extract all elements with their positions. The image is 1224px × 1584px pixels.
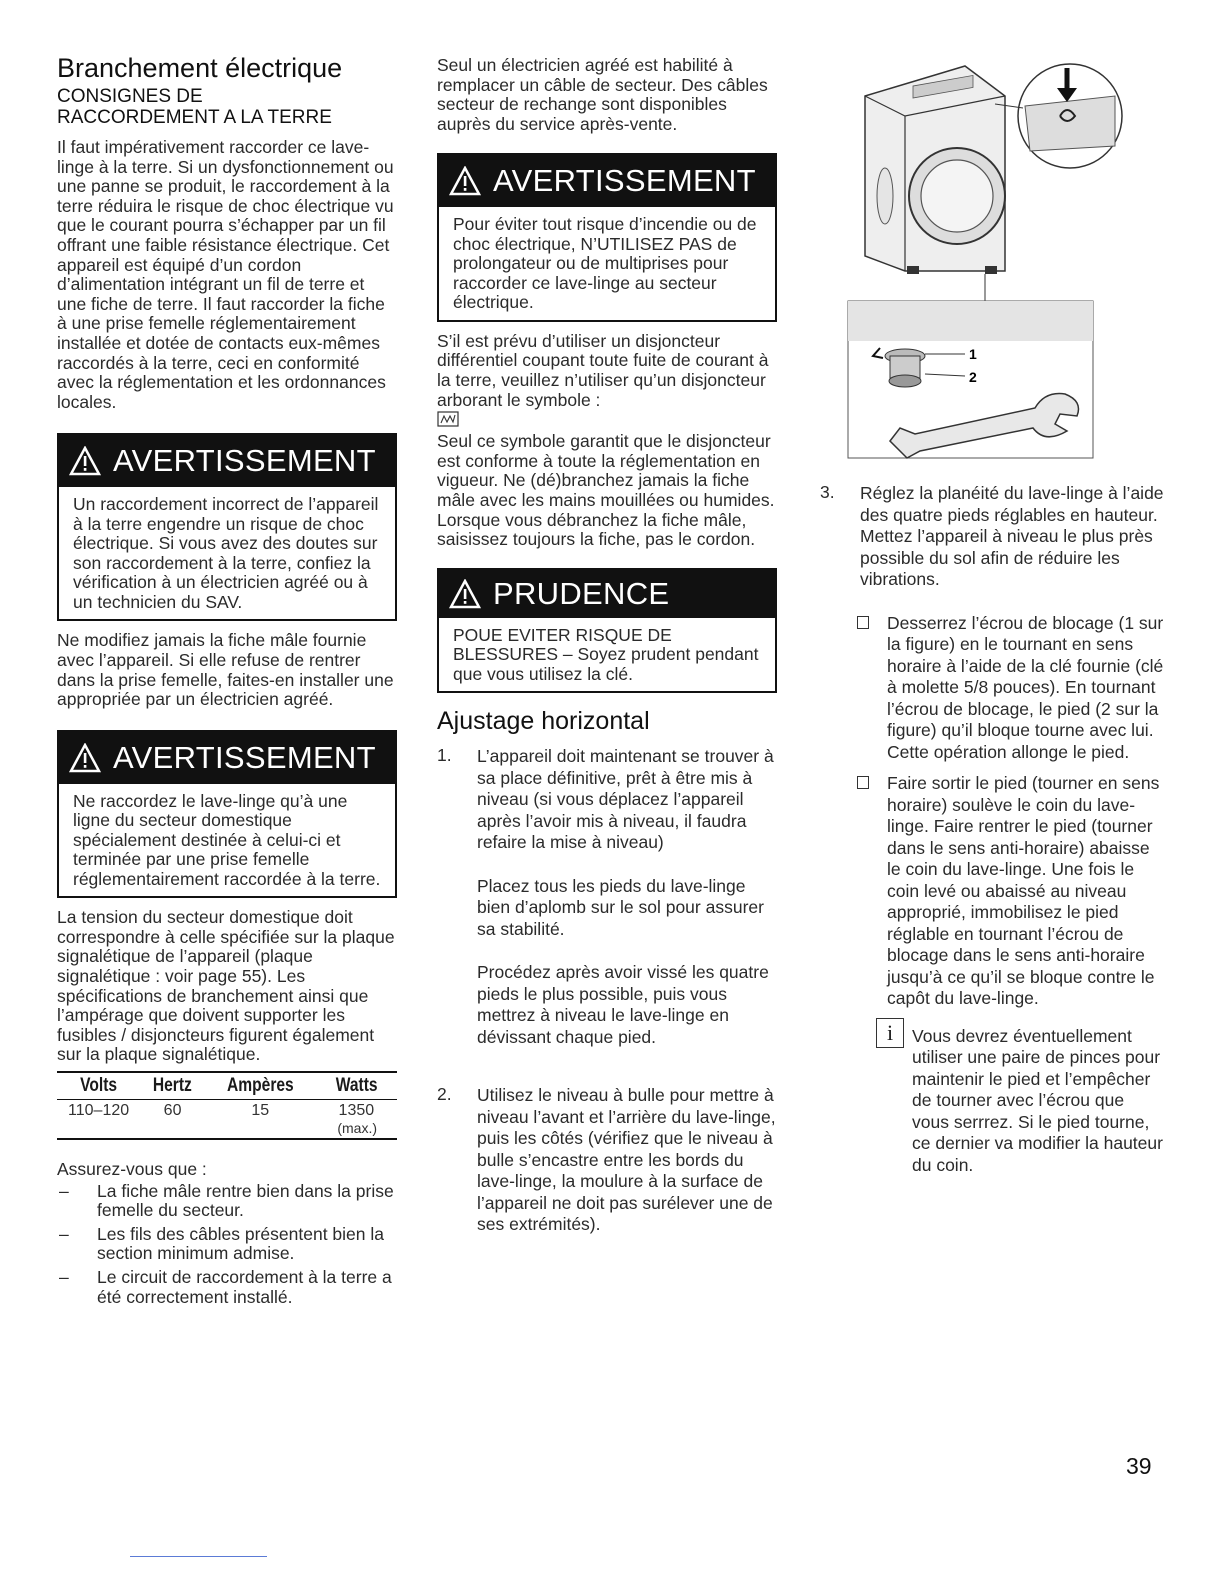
warning-box-2 — [57, 730, 397, 899]
checklist-text: Faire sortir le pied (tourner en sens horaire) soulève le coin du lave-linge. Faire rentrer le pied (tourner dans le sens anti-horaire) abaisse le coin du lave-linge. Une fois le coin levé ou abaissé au niveau approprié, immobilisez le pied réglable en tournant l’écrou de blocage dans le sens anti-horaire jusqu’à ce qu’il se bloque contre le capôt du lave-linge. — [887, 773, 1160, 1008]
subtitle-line1: CONSIGNES DE — [57, 86, 203, 107]
list-item — [57, 1268, 397, 1307]
step-1 — [437, 746, 777, 1048]
checkbox-icon — [857, 773, 887, 1010]
assure-intro: Assurez-vous que : — [57, 1158, 207, 1179]
table-header: Watts — [323, 1072, 390, 1100]
caution-body — [439, 618, 775, 692]
column-left — [57, 52, 397, 1307]
warning-box-3 — [437, 153, 777, 322]
step-text: Utilisez le niveau à bulle pour mettre à niveau l’avant et l’arrière du lave-linge, puis les côtés (vérifiez que le niveau à bulle s’encastre entre les bords du lave-linge, la moulure à la surface de l’appareil ne doit pas surélever une de ses extrémités). — [477, 1085, 776, 1235]
warning-title: AVERTISSEMENT — [113, 739, 376, 775]
warning-header — [439, 155, 775, 207]
step-number: 3. — [820, 482, 835, 502]
column-right — [820, 56, 1165, 1176]
list-item-text: La fiche mâle rentre bien dans la prise femelle du secteur. — [97, 1180, 394, 1221]
washing-machine-illustration — [865, 66, 1005, 274]
list-item-text: Le circuit de raccordement à la terre a été correctement installé. — [97, 1266, 392, 1307]
symbol-paragraph: Seul ce symbole garantit que le disjoncteur est conforme à toute la réglementation en vigueur. Ne (dé)branchez jamais la fiche mâle avec les mains mouillées ou humides. Lorsque vous débranchez la fiche mâle, saisissez toujours la fiche, pas le cordon. — [437, 431, 775, 550]
step-content — [477, 746, 777, 1048]
watts-note: (max.) — [337, 1119, 377, 1136]
watts-value: 1350 — [338, 1101, 375, 1119]
warning-text: Un raccordement incorrect de l’appareil à la terre engendre un risque de choc électrique. Si vous avez des doutes sur son raccordement à la terre, confiez la vérification à un électricien agréé ou à un technicien du SAV. — [73, 494, 379, 612]
step-number: 2. — [437, 1084, 452, 1105]
magnifier-callout — [995, 64, 1122, 168]
table-header: Hertz — [146, 1072, 199, 1100]
column-middle — [437, 56, 777, 1236]
table-row — [57, 1099, 397, 1139]
step-text: Réglez la planéité du lave-linge à l’aide des quatre pieds réglables en hauteur. Mettez l’appareil à niveau le plus près possible du sol afin de réduire les vibrations. — [860, 483, 1164, 589]
table-cell: 15 — [251, 1101, 270, 1119]
table-cell-watts — [316, 1099, 397, 1139]
intro-paragraph: Il faut impérativement raccorder ce lave-linge à la terre. Si un dysfonctionnement ou une panne se produit, le raccordement à la terre réduira le risque de choc électrique vu que le courant pourra s’échapper par un fil offrant une faible résistance électrique. Cet appareil est équipé d’un cordon d’alimentation intégrant un fil de terre et une fiche de terre. Il faut raccorder la fiche à une prise femelle réglementairement installée et dotée de contacts eux-mêmes raccordés à la terre, ceci en conformité avec la réglementation et les ordonnances locales. — [57, 137, 394, 412]
table-cell: 60 — [163, 1101, 182, 1119]
caution-title: PRUDENCE — [493, 575, 670, 611]
table-header: Ampères — [215, 1072, 306, 1100]
table-header: Volts — [64, 1072, 132, 1100]
checklist-item — [857, 773, 1165, 1010]
subtitle-line2: RACCORDEMENT A LA TERRE — [57, 107, 332, 128]
electrical-spec-table — [57, 1071, 397, 1140]
warning-triangle-icon — [69, 446, 101, 476]
cable-paragraph: Seul un électricien agréé est habilité à remplacer un câble de secteur. Des câbles secteur de rechange sont disponibles auprès du service après-vente. — [437, 55, 768, 134]
step-text: L’appareil doit maintenant se trouver à sa place définitive, prêt à être mis à niveau (si vous déplacez l’appareil après l’avoir mis à niveau, il faudra refaire la mise à niveau) — [477, 746, 774, 853]
footer-rule — [130, 1556, 267, 1557]
table-cell: 110–120 — [68, 1101, 130, 1119]
info-icon: i — [876, 1018, 904, 1048]
warning-body — [59, 487, 395, 619]
figure-label-2: 2 — [969, 369, 977, 385]
list-item — [57, 1225, 397, 1264]
step-2 — [437, 1085, 777, 1236]
section-title-ajustage: Ajustage horizontal — [437, 707, 650, 736]
step-text: Procédez après avoir vissé les quatre pieds le plus possible, puis vous mettrez à niveau le lave-linge en dévissant chaque pied. — [477, 962, 769, 1047]
figure-label-1: 1 — [969, 346, 977, 362]
list-item — [57, 1182, 397, 1221]
info-note — [876, 1018, 1165, 1177]
warning-body — [439, 207, 775, 320]
warning-header — [59, 732, 395, 784]
warning-title: AVERTISSEMENT — [113, 443, 376, 479]
caution-box — [437, 568, 777, 694]
section-title-branchement: Branchement électrique — [57, 53, 343, 83]
checkbox-icon — [857, 613, 887, 764]
warning-triangle-icon — [449, 579, 481, 609]
caution-text: POUE EVITER RISQUE DE BLESSURES – Soyez prudent pendant que vous utilisez la clé. — [453, 624, 759, 684]
warning-header — [59, 435, 395, 487]
warning-title: AVERTISSEMENT — [493, 163, 756, 199]
foot-detail-inset — [848, 301, 1093, 458]
checklist-item — [857, 613, 1165, 764]
plug-paragraph: Ne modifiez jamais la fiche mâle fournie avec l’appareil. Si elle refuse de rentrer dans la prise femelle, faites-en installer une appropriée par un électricien agréé. — [57, 630, 394, 710]
warning-box-1 — [57, 433, 397, 621]
warning-triangle-icon — [449, 166, 481, 196]
washer-leveling-figure — [845, 56, 1125, 461]
warning-body — [59, 784, 395, 897]
warning-text: Pour éviter tout risque d’incendie ou de choc électrique, N’UTILISEZ PAS de prolongateur ou de multiprises pour raccorder ce lave-linge au secteur électrique. — [453, 214, 757, 313]
breaker-paragraph: S’il est prévu d’utiliser un disjoncteur différentiel coupant toute fuite de courant à la terre, veuillez n’utiliser qu’un disjoncteur arborant le symbole : — [437, 330, 769, 410]
list-item-text: Les fils des câbles présentent bien la section minimum admise. — [97, 1223, 384, 1264]
table-header-row — [57, 1072, 397, 1100]
warning-triangle-icon — [69, 743, 101, 773]
step-text: Placez tous les pieds du lave-linge bien d’aplomb sur le sol pour assurer sa stabilité. — [477, 875, 764, 939]
dash-bullet: – — [59, 1223, 69, 1244]
step-number: 1. — [437, 745, 452, 766]
checklist-text: Desserrez l’écrou de blocage (1 sur la figure) en le tournant en sens horaire à l’aide de la clé fournie (clé à molette 5/8 pouces). En tournant l’écrou de blocage, le pied (2 sur la figure) qu’il bloque tourne avec lui. Cette opération allonge le pied. — [887, 612, 1164, 762]
dash-bullet: – — [59, 1266, 69, 1287]
warning-text: Ne raccordez le lave-linge qu’à une ligne du secteur domestique spécialement destinée à celui-ci et terminée par une prise femelle réglementairement raccordée à la terre. — [73, 790, 381, 889]
dash-bullet: – — [59, 1180, 69, 1201]
step-3 — [820, 483, 1165, 591]
info-text: Vous devrez éventuellement utiliser une paire de pinces pour maintenir le pied et l’empêcher de tourner avec l’écrou que vous serrrez. Si le pied tourne, ce dernier va modifier la hauteur du coin. — [912, 1025, 1163, 1175]
voltage-paragraph: La tension du secteur domestique doit correspondre à celle spécifiée sur la plaque signalétique de l’appareil (plaque signalétique : voir page 55). Les spécifications de branchement ainsi que l’ampérage que doivent supporter les fusibles / disjoncteurs figurent également sur la plaque signalétique. — [57, 907, 395, 1065]
caution-header — [439, 570, 775, 618]
ground-fault-symbol-icon — [437, 411, 459, 427]
page-number: 39 — [1126, 1453, 1152, 1479]
